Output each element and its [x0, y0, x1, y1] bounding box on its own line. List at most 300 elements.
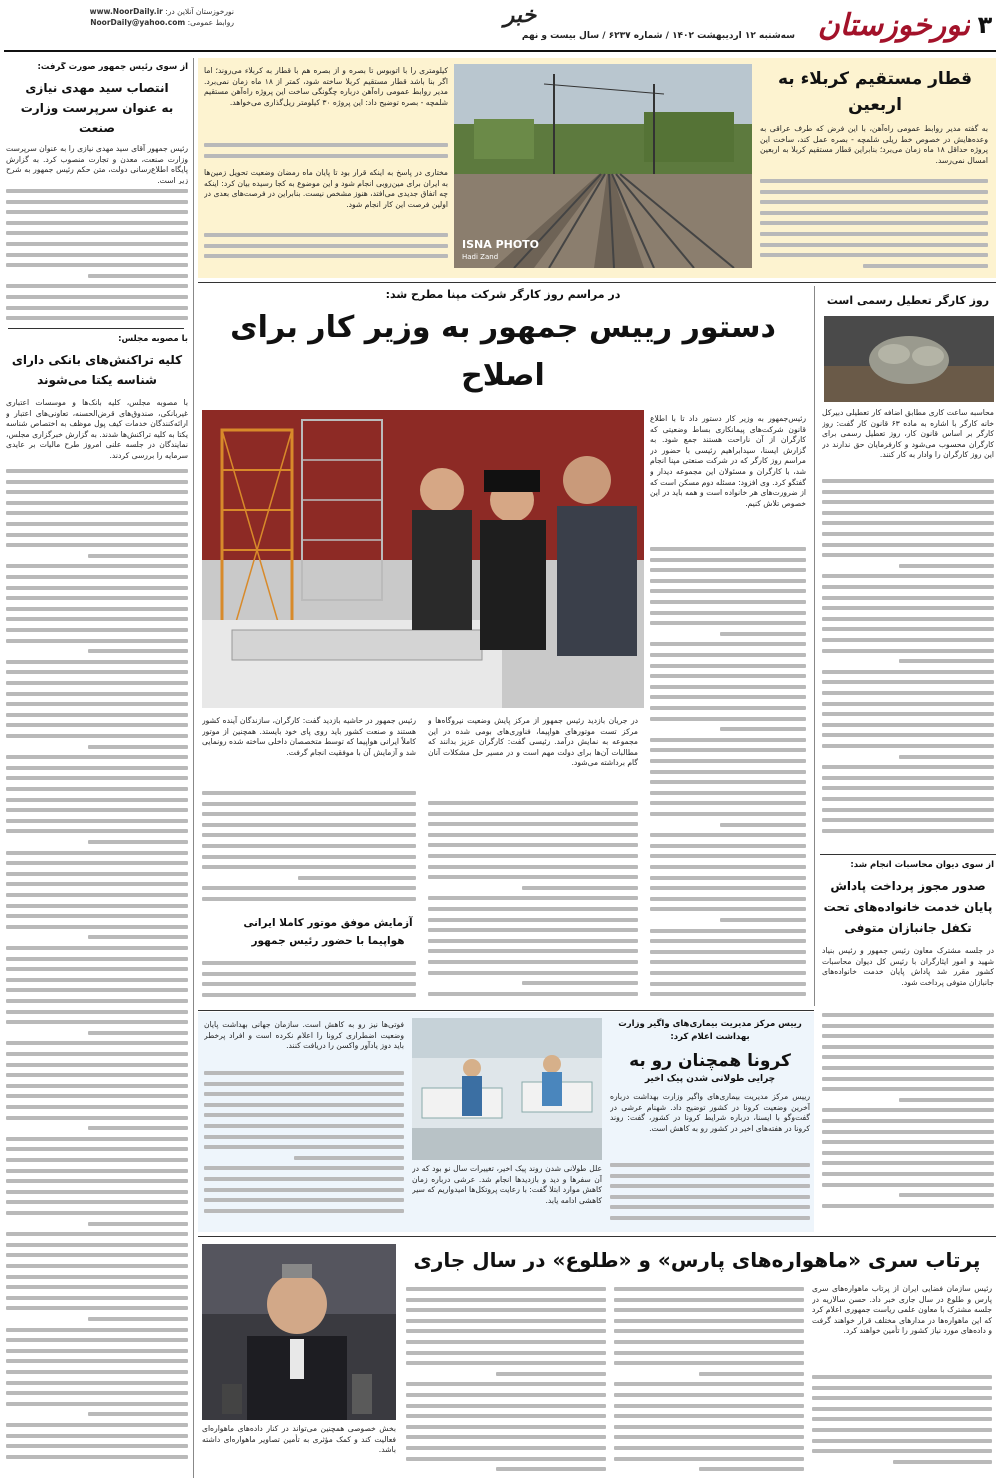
text-line: [6, 511, 188, 515]
text-line: [614, 1298, 804, 1302]
text-line: [610, 1184, 810, 1188]
text-line: [650, 568, 806, 572]
text-line: [610, 1195, 810, 1199]
site-url[interactable]: www.NoorDaily.ir: [89, 7, 163, 16]
text-line: [650, 706, 806, 710]
text-line: [822, 532, 994, 536]
space-col-2-filler: [614, 1284, 804, 1476]
text-line: [6, 1306, 188, 1310]
text-line: [650, 717, 806, 721]
text-line: [88, 840, 188, 844]
text-line: [760, 190, 988, 194]
corona-top-rule: [198, 1010, 814, 1011]
text-line: [650, 674, 806, 678]
text-line: [650, 801, 806, 805]
text-line: [298, 876, 416, 880]
text-line: [822, 680, 994, 684]
text-line: [6, 1349, 188, 1353]
text-line: [760, 200, 988, 204]
text-line: [6, 1338, 188, 1342]
text-line: [650, 738, 806, 742]
text-line: [822, 1119, 994, 1123]
text-line: [6, 501, 188, 505]
text-line: [406, 1404, 606, 1408]
text-line: [6, 1147, 188, 1151]
masthead-logo: نورخوزستان: [817, 8, 970, 43]
text-line: [406, 1319, 606, 1323]
text-line: [822, 479, 994, 483]
space-story: [198, 1238, 996, 1480]
train-photo: [454, 64, 752, 268]
text-line: [406, 1351, 606, 1355]
photo-credit: ISNA PHOTO: [462, 238, 540, 251]
text-line: [6, 1370, 188, 1374]
text-line: [899, 1098, 994, 1102]
text-line: [822, 723, 994, 727]
text-line: [428, 896, 638, 900]
text-line: [650, 812, 806, 816]
text-line: [6, 639, 188, 643]
text-line: [6, 231, 188, 235]
left-filler-1: [6, 186, 188, 326]
text-line: [822, 786, 994, 790]
text-line: [610, 1205, 810, 1209]
left-filler-2: [6, 466, 188, 1466]
text-line: [812, 1428, 992, 1432]
text-line: [202, 791, 416, 795]
text-line: [6, 295, 188, 299]
text-line: [6, 617, 188, 621]
text-line: [614, 1287, 804, 1291]
text-line: [204, 1188, 404, 1192]
text-line: [6, 766, 188, 770]
text-line: [822, 511, 994, 515]
text-line: [6, 829, 188, 833]
text-line: [6, 490, 188, 494]
martyrs-kicker: از سوی دیوان محاسبات انجام شد:: [850, 860, 994, 870]
text-line: [6, 1084, 188, 1088]
text-line: [202, 833, 416, 837]
text-line: [204, 1209, 404, 1213]
text-line: [88, 274, 188, 278]
text-line: [6, 210, 188, 214]
text-line: [812, 1375, 992, 1379]
main-story: [198, 286, 808, 1006]
text-line: [6, 1179, 188, 1183]
text-line: [822, 808, 994, 812]
text-line: [6, 988, 188, 992]
text-line: [610, 1174, 810, 1178]
text-line: [6, 1041, 188, 1045]
text-line: [204, 1082, 404, 1086]
text-line: [822, 1130, 994, 1134]
site-info: [4, 6, 234, 40]
text-line: [428, 812, 638, 816]
text-line: [812, 1396, 992, 1400]
text-line: [822, 797, 994, 801]
left-kicker-2: با مصوبه مجلس:: [118, 334, 188, 344]
text-line: [822, 500, 994, 504]
martyrs-title-line3: تکفل جانبازان متوفی: [844, 921, 972, 935]
text-line: [6, 1105, 188, 1109]
text-line: [6, 904, 188, 908]
text-line: [6, 681, 188, 685]
space-photo: [202, 1244, 396, 1420]
space-caption: بخش خصوصی همچنین می‌تواند در کنار داده‌های ماهواره‌ای فعالیت کند و کمک مؤثری به تأمین تصاویر ماهواره‌ای داشته باشد.: [202, 1424, 396, 1455]
text-line: [822, 596, 994, 600]
space-title: پرتاب سری «ماهواره‌های پارس» و «طلوع» در سال جاری: [413, 1248, 981, 1272]
text-line: [204, 254, 448, 258]
text-line: [822, 1204, 994, 1208]
text-line: [6, 1094, 188, 1098]
text-line: [822, 818, 994, 822]
space-top-rule: [198, 1236, 996, 1237]
text-line: [202, 865, 416, 869]
right-sidebar-rule: [814, 286, 815, 1006]
text-line: [522, 886, 638, 890]
text-line: [822, 1172, 994, 1176]
text-line: [428, 833, 638, 837]
corona-right-filler: [610, 1160, 810, 1226]
text-line: [614, 1361, 804, 1365]
main-col-left-filler: [202, 788, 416, 908]
train-lead: به گفته مدیر روابط عمومی راه‌آهن، با این فرض که طرف عراقی به وعده‌هایش در خصوص خط ریلی شلمچه - بصره عمل کند، ساخت این پروژه حداقل ۱۸ ماه زمان می‌برد؛ بنابراین قطار مستقیم کربلا به اربعین امسال نمی‌رسد.: [760, 124, 988, 165]
train-bottom-rule: [198, 282, 996, 283]
text-line: [204, 1071, 404, 1075]
text-line: [428, 822, 638, 826]
text-line: [822, 1108, 994, 1112]
masthead-divider: [4, 50, 996, 52]
text-line: [406, 1329, 606, 1333]
martyrs-body: در جلسه مشترک معاون رئیس جمهور و رئیس بنیاد شهید و امور ایثارگران با رئیس کل دیوان محاسبات کشور مقرر شد پاداش پایان خدمت خانواده‌های جانبازان متوفی پرداخت شود.: [822, 946, 994, 987]
labor-day-filler: [822, 476, 994, 846]
text-line: [822, 649, 994, 653]
text-line: [204, 1198, 404, 1202]
text-line: [204, 233, 448, 237]
text-line: [204, 1177, 404, 1181]
text-line: [202, 972, 416, 976]
corona-story: [198, 1012, 814, 1232]
text-line: [614, 1404, 804, 1408]
text-line: [822, 521, 994, 525]
text-line: [6, 1232, 188, 1236]
text-line: [406, 1414, 606, 1418]
text-line: [202, 982, 416, 986]
official-speaking-illustration: [202, 1244, 396, 1420]
site-label: نورخوزستان آنلاین در:: [165, 7, 234, 16]
corona-body-left: فوتی‌ها نیز رو به کاهش است. سازمان جهانی بهداشت پایان وضعیت اضطراری کرونا را اعلام نکرده است و افراد پرخطر باید دوز یادآور واکسن را دریافت کنند.: [204, 1020, 404, 1051]
text-line: [6, 1137, 188, 1141]
text-line: [406, 1435, 606, 1439]
text-line: [650, 929, 806, 933]
martyrs-title: [822, 876, 994, 942]
text-line: [822, 1077, 994, 1081]
text-line: [6, 882, 188, 886]
text-line: [88, 745, 188, 749]
text-line: [204, 244, 448, 248]
text-line: [650, 992, 806, 996]
text-line: [88, 1317, 188, 1321]
text-line: [650, 770, 806, 774]
text-line: [202, 886, 416, 890]
text-line: [88, 649, 188, 653]
text-line: [614, 1446, 804, 1450]
text-line: [650, 748, 806, 752]
text-line: [406, 1425, 606, 1429]
text-line: [650, 876, 806, 880]
text-line: [6, 692, 188, 696]
text-line: [822, 574, 994, 578]
left-kicker-1: از سوی رئیس جمهور صورت گرفت:: [37, 62, 188, 72]
text-line: [6, 596, 188, 600]
text-line: [6, 946, 188, 950]
text-line: [614, 1425, 804, 1429]
text-line: [863, 264, 988, 268]
text-line: [204, 1124, 404, 1128]
corona-title: کرونا همچنان رو به: [629, 1051, 791, 1071]
text-line: [822, 1183, 994, 1187]
text-line: [406, 1457, 606, 1461]
text-line: [899, 564, 994, 568]
photo-credit-sub: Hadi Zand: [462, 253, 499, 261]
text-line: [650, 950, 806, 954]
space-col-3-filler: [406, 1284, 606, 1476]
text-line: [6, 1444, 188, 1448]
text-line: [822, 1055, 994, 1059]
text-line: [406, 1340, 606, 1344]
text-line: [650, 759, 806, 763]
text-line: [202, 897, 416, 901]
text-line: [6, 978, 188, 982]
text-line: [812, 1407, 992, 1411]
text-line: [650, 791, 806, 795]
text-line: [6, 607, 188, 611]
text-line: [610, 1216, 810, 1220]
text-line: [650, 780, 806, 784]
left-body-1: رئیس جمهور آقای سید مهدی نیازی را به عنوان سرپرست وزارت صنعت، معدن و تجارت منصوب کرد. به گزارش پایگاه اطلاع‌رسانی دولت، متن حکم رئیس جمهور به شرح زیر است.: [6, 144, 188, 184]
text-line: [428, 865, 638, 869]
text-line: [822, 638, 994, 642]
text-line: [822, 1045, 994, 1049]
text-line: [899, 659, 994, 663]
text-line: [428, 971, 638, 975]
text-line: [406, 1287, 606, 1291]
text-line: [202, 823, 416, 827]
text-line: [822, 490, 994, 494]
text-line: [822, 1034, 994, 1038]
text-line: [6, 670, 188, 674]
text-line: [6, 263, 188, 267]
text-line: [822, 829, 994, 833]
text-line: [614, 1457, 804, 1461]
text-line: [428, 918, 638, 922]
text-line: [6, 851, 188, 855]
text-line: [822, 543, 994, 547]
text-line: [614, 1329, 804, 1333]
text-line: [204, 1092, 404, 1096]
text-line: [88, 1222, 188, 1226]
main-photo: [202, 410, 644, 708]
text-line: [899, 1193, 994, 1197]
text-line: [406, 1446, 606, 1450]
text-line: [202, 812, 416, 816]
text-line: [650, 579, 806, 583]
text-line: [650, 844, 806, 848]
text-line: [204, 143, 448, 147]
martyrs-title-line1: صدور مجوز پرداخت پاداش: [830, 879, 986, 893]
text-line: [88, 1412, 188, 1416]
space-body: رئیس سازمان فضایی ایران از پرتاب ماهواره‌های سری پارس و طلوع در سال جاری خبر داد. حسن سالاریه در جلسه مشترک با معاون علمی ریاست جمهوری اعلام کرد که این ماهواره‌ها در مدارهای مختلف قرار خواهند گرفت و داده‌های مورد نیاز کشور را تأمین خواهند کرد.: [812, 1284, 992, 1336]
text-line: [720, 918, 806, 922]
text-line: [822, 585, 994, 589]
text-line: [6, 1381, 188, 1385]
main-col-left-filler-2: [202, 958, 416, 1004]
text-line: [406, 1298, 606, 1302]
labor-day-title: روز کارگر تعطیل رسمی است: [826, 294, 990, 307]
text-line: [650, 982, 806, 986]
text-line: [760, 211, 988, 215]
text-line: [6, 1243, 188, 1247]
text-line: [6, 1052, 188, 1056]
text-line: [6, 221, 188, 225]
text-line: [822, 1151, 994, 1155]
main-col-right-filler: [650, 544, 806, 1004]
text-line: [650, 558, 806, 562]
train-title-line1: قطار مستقیم کربلاء به اربعین: [777, 69, 973, 115]
text-line: [202, 961, 416, 965]
text-line: [428, 843, 638, 847]
left-title-2-line1: کلیه تراکنش‌های بانکی دارای: [11, 353, 183, 367]
text-line: [760, 243, 988, 247]
text-line: [6, 872, 188, 876]
left-title-2: [6, 350, 188, 394]
left-title-1-line1: انتصاب سید مهدی نیازی: [25, 81, 169, 95]
text-line: [6, 522, 188, 526]
text-line: [428, 801, 638, 805]
martyrs-filler: [822, 1010, 994, 1220]
text-line: [614, 1319, 804, 1323]
text-line: [699, 1372, 804, 1376]
train-lead-filler: [760, 176, 988, 272]
text-line: [202, 993, 416, 997]
text-line: [6, 1010, 188, 1014]
text-line: [6, 723, 188, 727]
train-col-a: کیلومتری را با اتوبوس تا بصره و از بصره هم با قطار به کربلاء می‌روند؛ اما اگر بنا باشد قطار مستقیم کربلا ساخته شود، کمتر از ۱۸ ماه زمان نمی‌برد. مدیر روابط عمومی راه‌آهن درباره چگونگی ساخت این پروژه راه‌آهن مستقیم شلمچه - بصره توضیح داد: این پروژه ۳۰ کیلومتر ریل‌گذاری می‌خواهد.: [204, 66, 448, 107]
martyrs-story: [820, 858, 996, 1008]
text-line: [428, 960, 638, 964]
text-line: [428, 992, 638, 996]
text-line: [204, 1166, 404, 1170]
text-line: [6, 1455, 188, 1459]
text-line: [6, 189, 188, 193]
text-line: [650, 547, 806, 551]
text-line: [899, 755, 994, 759]
corona-kicker: رییس مرکز مدیریت بیماری‌های واگیر وزارت بهداشت اعلام کرد:: [618, 1019, 802, 1042]
text-line: [614, 1414, 804, 1418]
text-line: [6, 1359, 188, 1363]
text-line: [614, 1308, 804, 1312]
text-line: [6, 755, 188, 759]
text-line: [428, 928, 638, 932]
text-line: [6, 469, 188, 473]
text-line: [650, 960, 806, 964]
main-kicker: در مراسم روز کارگر شرکت مپنا مطرح شد:: [385, 288, 621, 301]
text-line: [6, 1190, 188, 1194]
text-line: [406, 1393, 606, 1397]
text-line: [6, 306, 188, 310]
text-line: [6, 1285, 188, 1289]
text-line: [720, 632, 806, 636]
text-line: [522, 981, 638, 985]
text-line: [6, 702, 188, 706]
text-line: [6, 543, 188, 547]
text-line: [294, 1156, 404, 1160]
text-line: [6, 1264, 188, 1268]
text-line: [6, 1073, 188, 1077]
text-line: [6, 533, 188, 537]
text-line: [406, 1382, 606, 1386]
text-line: [428, 939, 638, 943]
text-line: [6, 660, 188, 664]
text-line: [6, 1211, 188, 1215]
text-line: [650, 589, 806, 593]
text-line: [6, 1020, 188, 1024]
text-line: [812, 1439, 992, 1443]
text-line: [6, 776, 188, 780]
work-gloves-illustration: [824, 316, 994, 402]
text-line: [6, 1253, 188, 1257]
text-line: [88, 1126, 188, 1130]
martyrs-title-line2: پایان خدمت خانواده‌های تحت: [823, 900, 993, 914]
text-line: [650, 833, 806, 837]
text-line: [88, 554, 188, 558]
corona-body-right: رییس مرکز مدیریت بیماری‌های واگیر وزارت بهداشت درباره آخرین وضعیت کرونا در کشور توضیح داد. شهنام عرشی در گفت‌وگو با ایسنا، درباره شرایط کرونا در کشور، گفت: روند کرونا در هفته‌های اخیر در کشور رو به کاهش است.: [610, 1092, 810, 1133]
text-line: [822, 627, 994, 631]
text-line: [822, 765, 994, 769]
text-line: [893, 1460, 992, 1464]
train-story: [198, 58, 996, 278]
train-title: [760, 66, 990, 118]
main-title: [198, 304, 808, 404]
text-line: [6, 628, 188, 632]
text-line: [760, 221, 988, 225]
text-line: [6, 925, 188, 929]
text-line: [204, 1103, 404, 1107]
labor-day-box: [820, 290, 996, 850]
text-line: [812, 1417, 992, 1421]
text-line: [760, 179, 988, 183]
text-line: [822, 606, 994, 610]
text-line: [650, 642, 806, 646]
section-title: خبر: [503, 2, 537, 28]
text-line: [88, 935, 188, 939]
president-visit-illustration: [202, 410, 644, 708]
text-line: [202, 802, 416, 806]
text-line: [428, 907, 638, 911]
text-line: [614, 1382, 804, 1386]
text-line: [204, 1113, 404, 1117]
text-line: [822, 553, 994, 557]
text-line: [6, 914, 188, 918]
text-line: [6, 893, 188, 897]
left-body-2: با مصوبه مجلس، کلیه بانک‌ها و موسسات اعتباری غیربانکی، صندوق‌های قرض‌الحسنه، تعاونی‌های اعتبار و ارائه‌کنندگان خدمات کیف پول موظف به اختصاص شناسه یکتا به کلیه تراکنش‌ها شدند. به گزارش خبرگزاری مجلس، نمایندگان در جلسه علنی امروز طرح مالیات بر عایدی سرمایه را بررسی کردند.: [6, 398, 188, 460]
text-line: [6, 253, 188, 257]
text-line: [6, 1158, 188, 1162]
main-title-line2: [198, 400, 808, 404]
email-address[interactable]: NoorDaily@yahoo.com: [90, 18, 186, 27]
main-col-right: رئیس‌جمهور به وزیر کار دستور داد تا با اطلاع قانون شرکت‌های پیمانکاری بساط وضعیتی که کارگران از آن ناراحت هستند جمع شود. به گزارش ایسنا، سیدابراهیم رئیسی با حضور در مراسم روز کارگر که در شرکت صنعتی مپنا انجام شد، با کارگران و مسئولان این مجموعه دیدار و گفتگو کرد. وی افزود: مسئله دوم مسکن است که از ضرورت‌های هر خانواده است و همه باید در این خصوص تلاش کنیم.: [650, 414, 806, 508]
text-line: [6, 1423, 188, 1427]
